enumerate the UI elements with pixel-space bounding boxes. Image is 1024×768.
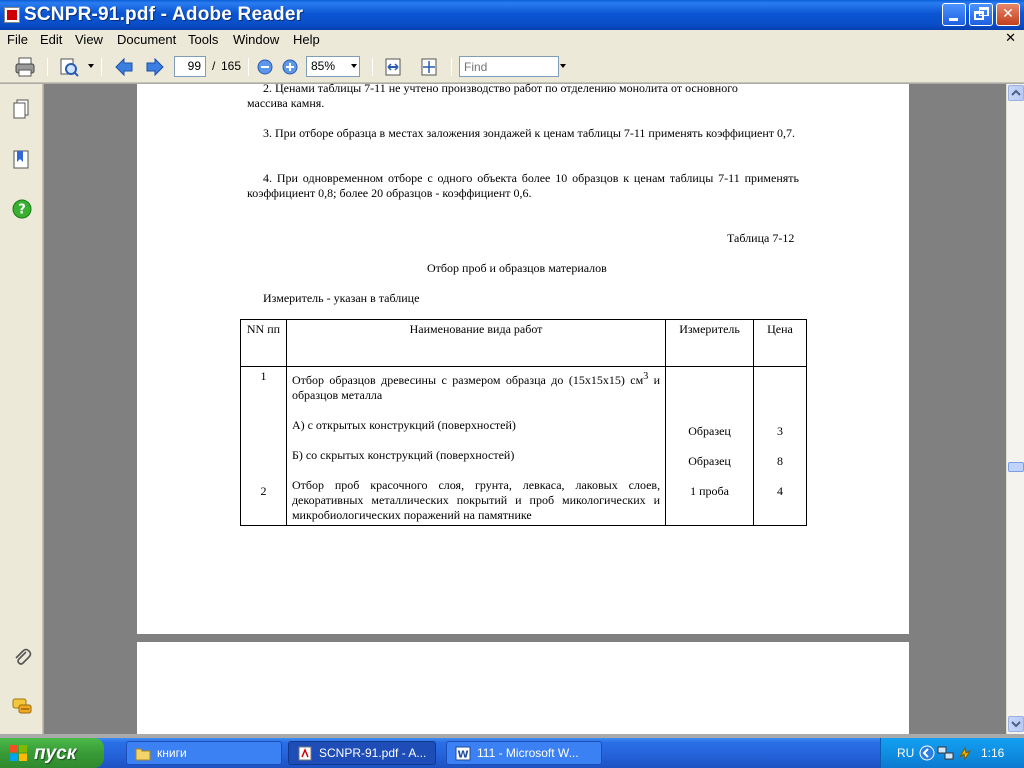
search-dropdown-icon[interactable] [88,64,94,68]
zoom-out-icon[interactable] [254,56,276,78]
fit-width-icon[interactable] [382,56,404,78]
paragraph-3: 3. При отборе образца в местах заложения зондажей к ценам таблицы 7-11 применять коэффициент 0,7. [263,126,796,140]
row2-price: 4 [777,484,784,498]
pdf-icon [297,746,313,761]
header-nn: NN пп [241,320,287,367]
page-total: 165 [221,59,242,73]
chevron-down-icon [1009,717,1023,731]
row1-nn: 1 [260,369,267,383]
menu-help[interactable]: Help [293,32,320,47]
system-tray [880,738,1024,768]
table-title: Отбор проб и образцов материалов [427,261,607,275]
navigation-panel [0,84,43,734]
adobe-reader-icon [4,7,20,23]
clock: 1:16 [981,746,1005,760]
scroll-down-button[interactable] [1008,716,1024,732]
row1b-unit: Образец [688,454,731,468]
toolbar-separator [451,58,452,76]
toolbar-separator [248,58,249,76]
fit-page-icon[interactable] [418,56,440,78]
previous-page-icon[interactable] [113,56,135,78]
taskbar [0,738,1024,768]
paragraph-2-line2: массива камня. [247,96,325,110]
header-unit: Измеритель [666,320,754,367]
scroll-thumb[interactable] [1008,462,1024,472]
search-tool-icon[interactable] [58,56,80,78]
page-separator: / [212,59,216,73]
pages-icon[interactable] [11,98,33,120]
menu-document[interactable]: Document [117,32,177,47]
toolbar-separator [101,58,102,76]
header-price: Цена [754,320,807,367]
pdf-page [137,84,909,634]
print-icon[interactable] [14,56,36,78]
document-view[interactable] [44,84,1006,734]
svg-text:W: W [457,749,469,761]
row1a-unit: Образец [688,424,731,438]
document-close-icon[interactable]: ✕ [1005,31,1016,46]
taskbar-item-label: книги [157,746,187,760]
cell-price [754,367,807,526]
row1a-name: А) с открытых конструкций (поверхностей) [291,418,516,432]
taskbar-item-label: SCNPR-91.pdf - A... [319,746,427,760]
pdf-page-next [137,642,909,734]
cell-nn [241,367,287,526]
restore-icon-front [974,11,984,20]
toolbar-separator [372,58,373,76]
scroll-up-button[interactable] [1008,85,1024,101]
help-icon[interactable] [11,198,33,220]
price-table [240,319,807,526]
windows-logo-icon [10,745,28,762]
menu-edit[interactable]: Edit [40,32,63,47]
network-icon[interactable] [937,745,955,761]
menu-window[interactable]: Window [233,32,280,47]
taskbar-item-folder[interactable] [126,741,282,765]
zoom-in-icon[interactable] [279,56,301,78]
next-page-icon[interactable] [144,56,166,78]
zoom-select[interactable]: 85% [306,56,360,77]
vertical-scrollbar[interactable] [1006,84,1024,734]
start-button[interactable] [0,738,104,768]
row2-name: Отбор проб красочного слоя, грунта, левкаса, лаковых слоев, декоративных металлических покрытий и проб микологических и микробиологических поражений на памятнике [291,478,661,522]
find-input[interactable] [459,56,559,77]
find-dropdown-icon[interactable] [560,64,566,68]
paragraph-2 [247,84,799,111]
paragraph-2-line1: 2. Ценами таблицы 7-11 не учтено производство работ по отделению монолита от основного [263,84,738,95]
taskbar-item-adobe-reader[interactable] [288,741,436,765]
minimize-button[interactable] [942,3,966,26]
taskbar-item-word[interactable] [446,741,602,765]
chevron-up-icon [1009,86,1023,100]
zoom-dropdown-icon[interactable] [351,64,357,68]
taskbar-item-label: 111 - Microsoft W... [477,746,579,760]
word-icon [455,746,471,761]
paragraph-4: 4. При одновременном отборе с одного объекта более 10 образцов к ценам таблицы 7-11 применять коэффициент 0,8; более 20 образцов - коэффициент 0,6. [247,171,799,200]
table-label: Таблица 7-12 [727,231,795,245]
table-header-row [241,320,807,367]
close-button[interactable]: ✕ [996,3,1020,26]
header-name: Наименование вида работ [286,320,665,367]
menu-file[interactable]: File [7,32,28,47]
row1-sup: 3 [643,371,649,382]
page-number-input[interactable]: 99 [174,56,206,77]
folder-icon [135,746,151,761]
toolbar [0,50,1024,83]
row1-name: Отбор образцов древесины с размером образца до (15х15х15) $см^3$ и образцов металла [291,371,661,402]
menu-tools[interactable]: Tools [188,32,219,47]
row2-nn: 2 [260,484,267,498]
comments-icon[interactable] [11,696,33,718]
row1b-price: 8 [777,454,784,468]
power-icon[interactable] [957,745,973,761]
show-hidden-icons-icon[interactable] [919,745,935,761]
bookmarks-icon[interactable] [11,148,33,170]
menu-bar [0,30,1024,50]
measure-note: Измеритель - указан в таблице [263,291,420,305]
title-bar [0,0,1024,30]
minimize-icon [949,18,958,21]
cell-unit [666,367,754,526]
window-title: SCNPR-91.pdf - Adobe Reader [24,4,304,25]
start-label: пуск [34,743,77,764]
svg-text:?: ? [18,202,26,218]
row1a-price: 3 [777,424,784,438]
attachments-icon[interactable] [11,646,33,668]
row1b-name: Б) со скрытых конструкций (поверхностей) [291,448,515,462]
row2-unit: 1 проба [690,484,729,498]
restore-button[interactable] [969,3,993,26]
toolbar-separator [47,58,48,76]
menu-view[interactable]: View [75,32,103,47]
language-indicator[interactable]: RU [897,746,915,760]
table-row [241,367,807,526]
cell-name [286,367,665,526]
